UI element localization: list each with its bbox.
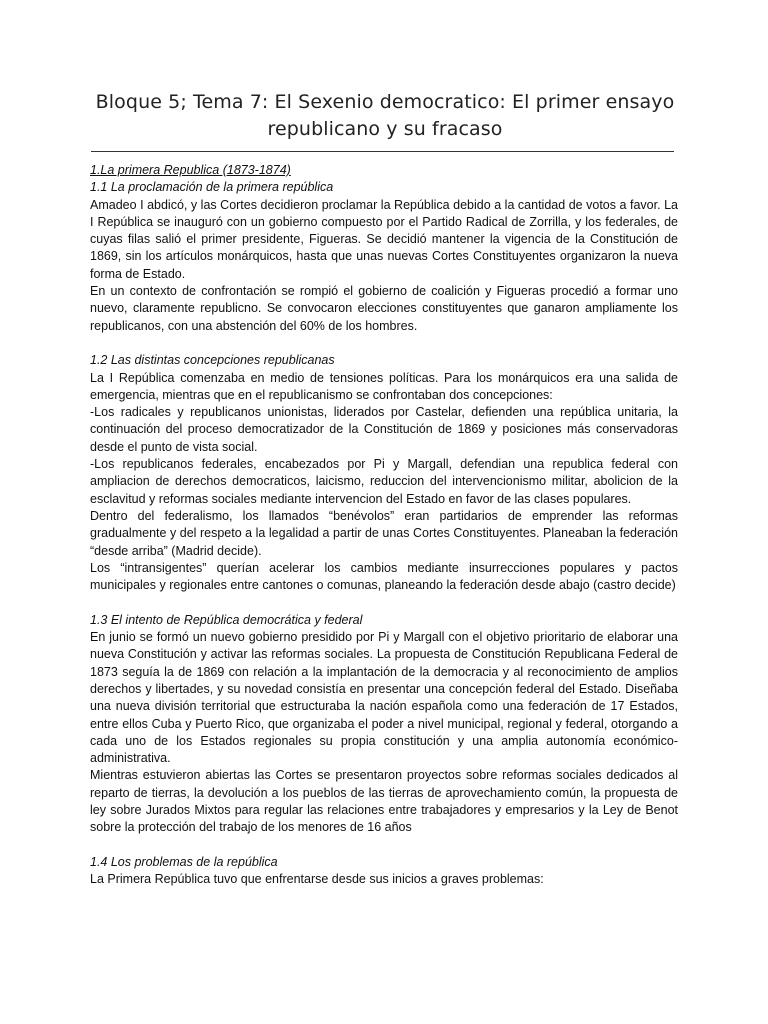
subsection-heading: 1.3 El intento de República democrática y federal: [90, 612, 363, 627]
document-title: Bloque 5; Tema 7: El Sexenio democratico: El primer ensayo republicano y su fracaso: [95, 91, 675, 140]
paragraph: En un contexto de confrontación se rompió el gobierno de coalición y Figueras procedió a formar uno nuevo, claramente republicno. Se convocaron elecciones constituyentes que ganaron ampliamente los republicanos, con una abstención del 60% de los hombres.: [90, 284, 678, 333]
paragraph: Los “intransigentes” querían acelerar los cambios mediante insurrecciones populares y pactos municipales y regionales entre cantones o comunas, planeando la federación desde abajo (castro decide): [90, 560, 678, 593]
paragraph: La I República comenzaba en medio de tensiones políticas. Para los monárquicos era una salida de emergencia, mientras que en el republicanismo se confrontaban dos concepciones:: [90, 370, 678, 402]
paragraph: Mientras estuvieron abiertas las Cortes se presentaron proyectos sobre reformas sociales dedicados al reparto de tierras, la devolución a los pueblos de las tierras de aprovechamiento común, la propuesta de ley sobre Jurados Mixtos para regular las relaciones entre trabajadores y empresarios y la Ley de Benot sobre la protección del trabajo de los menores de 16 años: [90, 768, 678, 835]
title-divider: [91, 151, 674, 152]
subsection-heading: 1.1 La proclamación de la primera república: [90, 180, 334, 195]
section-spacer: [90, 837, 678, 854]
subsection-heading: 1.4 Los problemas de la república: [90, 854, 278, 869]
paragraph: En junio se formó un nuevo gobierno presidido por Pi y Margall con el objetivo prioritario de elaborar una nueva Constitución y activar las reformas sociales. La propuesta de Constitución Republicana Federal de 1873 seguía la de 1869 con relación a la implantación de la democracia y al reconocimiento de amplios derechos y libertades, y su novedad consistía en presentar una concepción federal del Estado. Diseñaba una nueva división territorial que estructuraba la nación española como una federación de 17 Estados, entre ellos Cuba y Puerto Rico, que organizaba el poder a nivel municipal, regional y federal, otorgando a cada uno de los Estados regionales su propia constitución y una amplia autonomía económico-administrativa.: [90, 630, 678, 766]
section-heading: 1.La primera Republica (1873-1874): [90, 163, 291, 177]
document-body: [90, 162, 678, 888]
paragraph: -Los republicanos federales, encabezados por Pi y Margall, defendian una republica federal con ampliacion de derechos democraticos, laicismo, reduccion del intervencionismo militar, abolicion de la esclavitud y reformas sociales mediante intervencion del Estado en favor de las clases populares.: [90, 457, 678, 506]
paragraph: Dentro del federalismo, los llamados “benévolos” eran partidarios de emprender las reformas gradualmente y del respeto a la legalidad a partir de unas Cortes Constituyentes. Planeaban la federación “desde arriba” (Madrid decide).: [90, 508, 678, 558]
section-spacer: [90, 594, 678, 611]
paragraph: -Los radicales y republicanos unionistas, liderados por Castelar, defienden una república unitaria, la continuación del proceso democratizador de la Constitución de 1869 y posiciones más conservadoras desde el punto de vista social.: [90, 405, 678, 454]
paragraph: La Primera República tuvo que enfrentarse desde sus inicios a graves problemas:: [90, 872, 544, 887]
paragraph: Amadeo I abdicó, y las Cortes decidieron proclamar la República debido a la cantidad de votos a favor. La I República se inauguró con un gobierno compuesto por el Partido Radical de Zorrilla, y los federales, de cuyas filas salió el primer presidente, Figueras. Se decidió mantener la vigencia de la Constitución de 1869, sin los artículos monárquicos, hasta que unas nuevas Cortes Constituyentes organizaron la nueva forma de Estado.: [90, 197, 678, 281]
subsection-heading: 1.2 Las distintas concepciones republicanas: [90, 353, 335, 368]
section-spacer: [90, 335, 678, 352]
